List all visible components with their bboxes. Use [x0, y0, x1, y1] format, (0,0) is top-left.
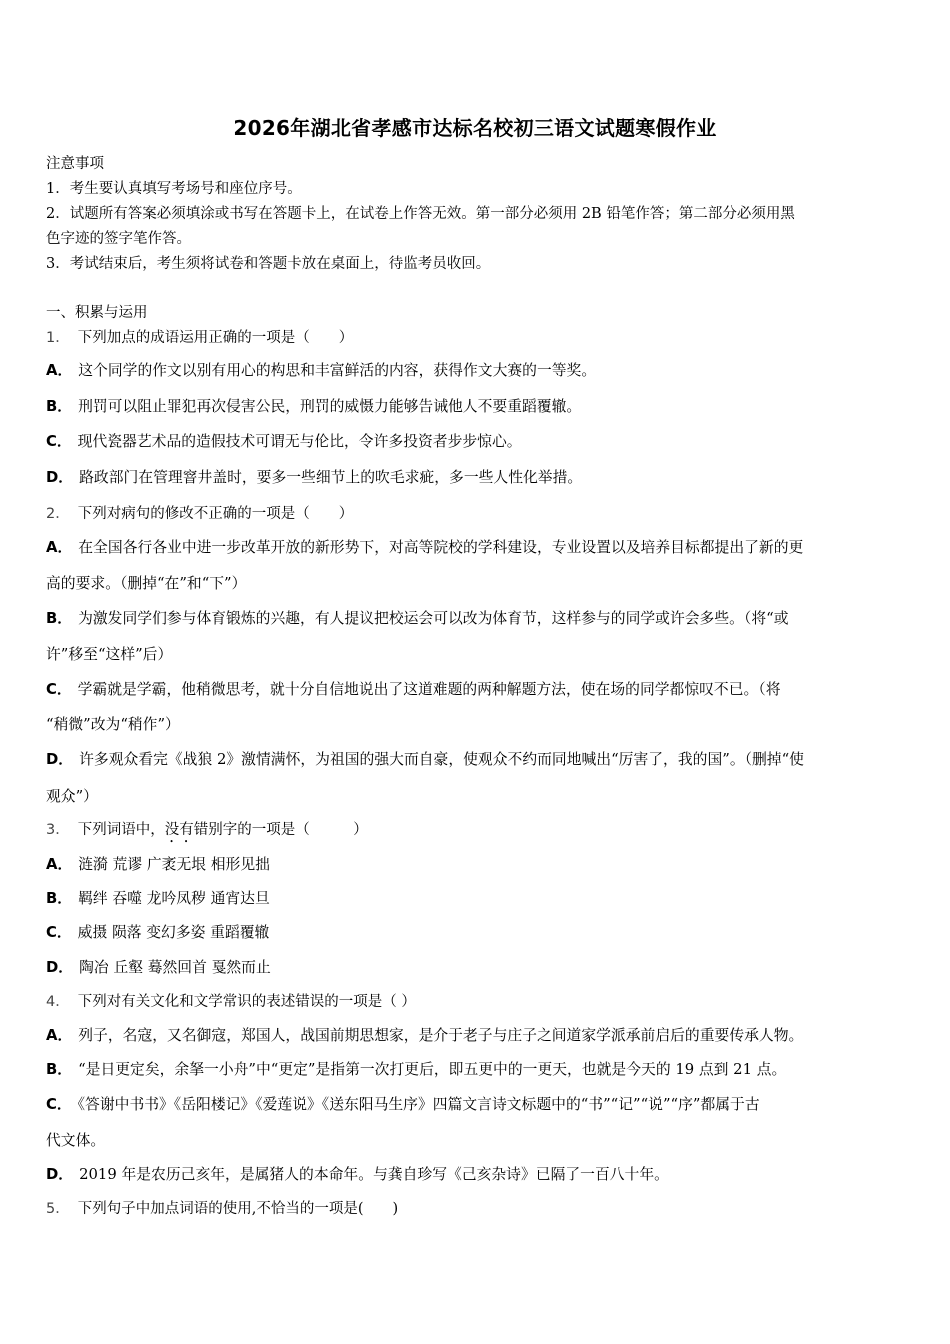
question-5-stem	[46, 1197, 398, 1218]
q2-option-d	[46, 748, 804, 769]
option-text: 在全国各行各业中进一步改革开放的新形势下，对高等院校的学科建设，专业设置以及培养目标都提出了新的更	[78, 539, 804, 556]
notice-heading: 注意事项	[46, 156, 104, 172]
option-label: A．	[46, 1027, 73, 1044]
q2-option-a-cont: 高的要求。（删掉“在”和“下”）	[46, 575, 247, 592]
option-label: A．	[46, 362, 73, 379]
option-text: 路政部门在管理窨井盖时，要多一些细节上的吹毛求疵，多一些人性化举措。	[79, 469, 583, 486]
option-label: A．	[46, 856, 73, 873]
question-text: 下列词语中，	[77, 822, 165, 838]
q1-option-d	[46, 466, 582, 487]
q4-option-b	[46, 1058, 786, 1079]
option-text: 学霸就是学霸，他稍微思考，就十分自信地说出了这道难题的两种解题方法，使在场的同学都惊叹不已。（将	[77, 681, 781, 698]
option-text: 许多观众看完《战狼 2》激情满怀，为祖国的强大而自豪，使观众不约而同地喊出“厉害了，我的国”。（删掉“使	[79, 751, 804, 768]
option-text: “是日更定矣，余拏一小舟”中“更定”是指第一次打更后，即五更中的一更天，也就是今天的 19 点到 21 点。	[78, 1061, 787, 1078]
question-number: 1．	[46, 330, 70, 346]
q2-option-d-cont: 观众”）	[46, 788, 98, 805]
question-text: 下列对有关文化和文学常识的表述错误的一项是（ ）	[77, 994, 416, 1010]
question-number: 3．	[46, 822, 70, 838]
q4-option-a	[46, 1024, 803, 1045]
option-label: C．	[46, 681, 72, 698]
option-text: 羁绊 吞噬 龙吟凤秽 通宵达旦	[78, 890, 270, 907]
notice-item: 1．考生要认真填写考场号和座位序号。	[46, 181, 302, 197]
question-number: 4．	[46, 994, 70, 1010]
question-text: 下列对病句的修改不正确的一项是（ ）	[77, 506, 354, 522]
option-text: 这个同学的作文以别有用心的构思和丰富鲜活的内容，获得作文大赛的一等奖。	[78, 362, 597, 379]
question-text: 错别字的一项是（ ）	[193, 822, 368, 838]
question-text: 下列加点的成语运用正确的一项是（ ）	[77, 330, 354, 346]
notice-item: 色字迹的签字笔作答。	[46, 231, 191, 247]
option-text: 刑罚可以阻止罪犯再次侵害公民，刑罚的威慑力能够告诫他人不要重蹈覆辙。	[78, 398, 582, 415]
emphasis-text: 没有	[164, 822, 194, 838]
q2-option-c	[46, 678, 781, 699]
q4-option-c-cont: 代文体。	[46, 1132, 106, 1149]
option-label: D．	[46, 469, 74, 486]
q2-option-c-cont: “稍微”改为“稍作”）	[46, 716, 180, 733]
q3-option-d	[46, 956, 271, 977]
option-text: 威摄 陨落 变幻多姿 重蹈覆辙	[77, 924, 270, 941]
question-number: 5．	[46, 1201, 70, 1217]
option-text: 陶冶 丘壑 蓦然回首 戛然而止	[79, 959, 271, 976]
option-label: B．	[46, 398, 73, 415]
q3-option-b	[46, 887, 270, 908]
q1-option-b	[46, 395, 581, 416]
option-text: 涟漪 荒谬 广袤无垠 相形见拙	[78, 856, 270, 873]
notice-item: 3．考试结束后，考生须将试卷和答题卡放在桌面上，待监考员收回。	[46, 256, 491, 272]
option-text: 2019 年是农历己亥年，是属猪人的本命年。与龚自珍写《己亥杂诗》已隔了一百八十年。	[79, 1166, 669, 1183]
q2-option-b-cont: 许”移至“这样”后）	[46, 646, 173, 663]
section-heading: 一、积累与运用	[46, 305, 148, 321]
option-text: 列子，名寇，又名御寇，郑国人，战国前期思想家，是介于老子与庄子之间道家学派承前启后的重要传承人物。	[78, 1027, 804, 1044]
notice-item: 2．试题所有答案必须填涂或书写在答题卡上，在试卷上作答无效。第一部分必须用 2B 铅笔作答；第二部分必须用黑	[46, 206, 795, 222]
option-text: 为激发同学们参与体育锻炼的兴趣，有人提议把校运会可以改为体育节，这样参与的同学或许会多些。（将“或	[78, 610, 789, 627]
option-label: C．	[46, 433, 72, 450]
q2-option-a	[46, 536, 803, 557]
q1-option-a	[46, 359, 596, 380]
q4-option-d	[46, 1163, 669, 1184]
option-label: B．	[46, 610, 73, 627]
option-label: A．	[46, 539, 73, 556]
question-number: 2．	[46, 506, 70, 522]
option-label: B．	[46, 1061, 73, 1078]
option-text: 现代瓷器艺术品的造假技术可谓无与伦比，令许多投资者步步惊心。	[77, 433, 522, 450]
option-label: D．	[46, 751, 74, 768]
question-3-stem	[46, 818, 368, 846]
option-label: B．	[46, 890, 73, 907]
question-4-stem	[46, 990, 416, 1011]
question-1-stem	[46, 326, 353, 347]
option-label: C．	[46, 924, 72, 941]
option-text: 《答谢中书书》《岳阳楼记》《爱莲说》《送东阳马生序》四篇文言诗文标题中的“书”“记”“说”“序”都属于古	[77, 1096, 760, 1113]
option-label: C．	[46, 1096, 72, 1113]
q2-option-b	[46, 607, 789, 628]
q4-option-c	[46, 1093, 760, 1114]
q3-option-a	[46, 853, 270, 874]
q1-option-c	[46, 430, 522, 451]
page-title: 2026年湖北省孝感市达标名校初三语文试题寒假作业	[233, 116, 717, 140]
q3-option-c	[46, 921, 269, 942]
option-label: D．	[46, 1166, 74, 1183]
question-2-stem	[46, 502, 353, 523]
option-label: D．	[46, 959, 74, 976]
question-text: 下列句子中加点词语的使用,不恰当的一项是( )	[77, 1201, 399, 1217]
